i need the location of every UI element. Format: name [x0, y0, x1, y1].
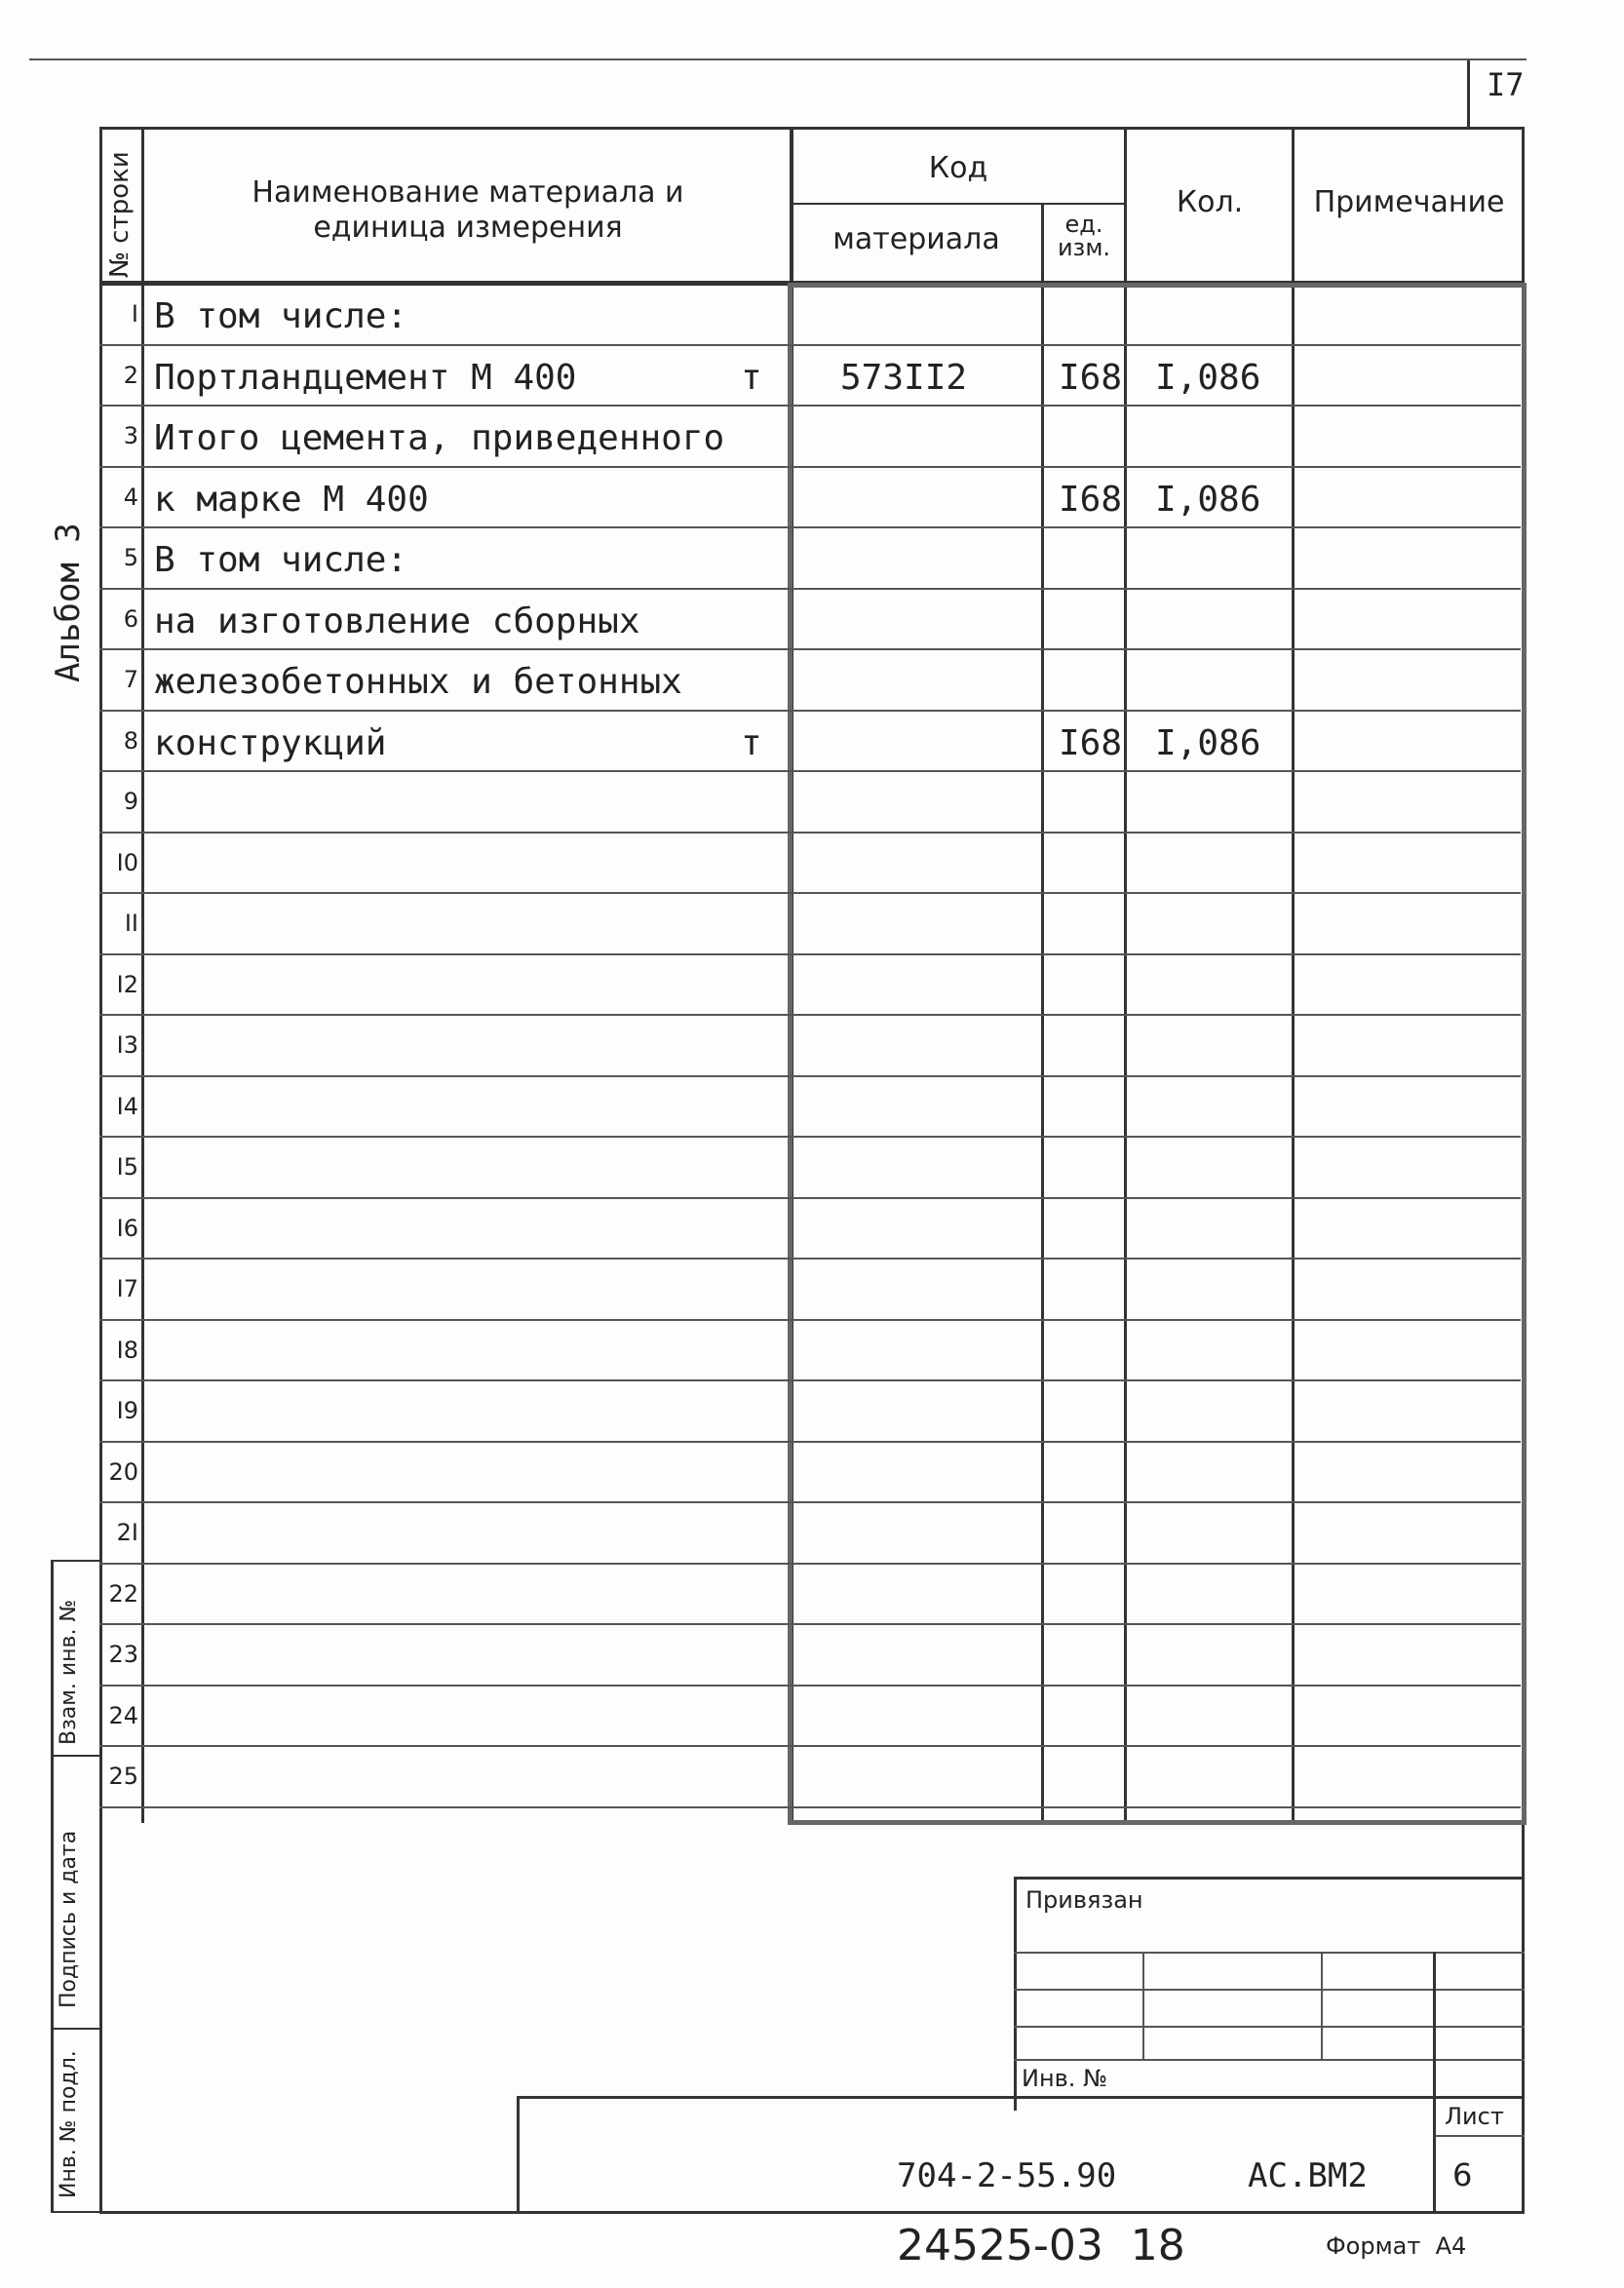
row-number: 6: [123, 605, 138, 633]
row-number: 8: [123, 727, 138, 755]
row-number: I2: [116, 971, 138, 998]
page-number: I7: [1487, 66, 1525, 103]
row-separator: [99, 1379, 1521, 1381]
row-separator: [99, 770, 1521, 772]
tb-privyazan-top: [1014, 1877, 1525, 1880]
row-number: II: [124, 910, 138, 937]
footer-format: Формат А4: [1326, 2232, 1467, 2260]
col-rowno-sep: [141, 127, 144, 1823]
tb-v2: [1321, 1952, 1323, 2059]
row-number: 25: [108, 1763, 138, 1790]
header-code: Код: [928, 151, 988, 185]
tb-v1: [1142, 1952, 1144, 2059]
margin-stamp-outline: [51, 1560, 54, 2213]
row-separator: [99, 1197, 1521, 1199]
header-row-no: № строки: [105, 151, 135, 278]
frame-left: [99, 127, 102, 2213]
page-number-box-left: [1467, 60, 1470, 129]
row-number: 22: [108, 1580, 138, 1608]
row-number: 5: [123, 544, 138, 571]
row-number: I0: [116, 849, 138, 876]
tb-privyazan-left: [1014, 1877, 1017, 2111]
row-name: В том числе:: [154, 296, 408, 336]
margin-stamp-h3: [51, 2028, 99, 2030]
row-quantity: I,086: [1155, 723, 1261, 763]
row-number: I8: [116, 1337, 138, 1364]
tb-inv-no: Инв. №: [1022, 2065, 1108, 2092]
header-note: Примечание: [1313, 185, 1505, 219]
row-number: I9: [116, 1397, 138, 1424]
row-separator: [99, 1014, 1521, 1016]
row-unit-code: I68: [1059, 723, 1123, 763]
row-number: I3: [116, 1031, 138, 1059]
row-separator: [99, 1623, 1521, 1625]
row-separator: [99, 466, 1521, 468]
row-separator: [99, 588, 1521, 590]
frame-top: [99, 127, 1525, 130]
row-name: на изготовление сборных: [154, 601, 640, 641]
margin-label-inv-podl: Инв. № подл.: [57, 2050, 81, 2198]
row-number: 2: [123, 362, 138, 389]
row-name: Портландцемент М 400: [154, 358, 577, 398]
margin-stamp-h1: [51, 1560, 99, 1562]
row-separator: [99, 1441, 1521, 1443]
code-group-sep: [790, 203, 1126, 205]
row-number: I6: [116, 1215, 138, 1242]
header-name: Наименование материала и единица измерения: [251, 175, 684, 245]
row-number: 2I: [116, 1519, 138, 1546]
row-number: I7: [116, 1275, 138, 1302]
row-quantity: I,086: [1155, 480, 1261, 520]
row-separator: [99, 892, 1521, 894]
header-qty: Кол.: [1176, 185, 1244, 219]
row-separator: [99, 1685, 1521, 1687]
row-number: 9: [123, 788, 138, 815]
row-separator: [99, 1075, 1521, 1077]
row-name: В том числе:: [154, 540, 408, 580]
margin-label-podpis: Подпись и дата: [57, 1830, 81, 2008]
tb-main-top: [517, 2096, 1525, 2099]
row-unit-code: I68: [1059, 480, 1123, 520]
row-number: 7: [123, 666, 138, 693]
row-material-code: 573II2: [840, 358, 968, 398]
row-separator: [99, 1806, 1521, 1808]
header-material: материала: [832, 222, 1000, 256]
tb-doc-mark: АС.ВМ2: [1248, 2156, 1368, 2195]
row-separator: [99, 1136, 1521, 1138]
tb-h3: [1014, 2026, 1525, 2028]
row-separator: [99, 1745, 1521, 1747]
tb-h4: [1014, 2059, 1525, 2061]
row-separator: [99, 832, 1521, 834]
row-name: железобетонных и бетонных: [154, 662, 682, 702]
header-unit: ед. изм.: [1057, 211, 1111, 261]
row-number: 20: [108, 1458, 138, 1486]
margin-stamp-h2: [51, 1755, 99, 1757]
tb-h2: [1014, 1989, 1525, 1991]
row-separator: [99, 1563, 1521, 1565]
tb-sheet-no: 6: [1452, 2156, 1473, 2193]
album-label: Альбом 3: [49, 523, 88, 682]
top-rule: [29, 58, 1527, 60]
row-separator: [99, 953, 1521, 955]
row-separator: [99, 1501, 1521, 1503]
tb-h1: [1014, 1952, 1525, 1954]
row-number: 23: [108, 1641, 138, 1668]
margin-stamp-h4: [51, 2211, 99, 2213]
row-unit-word: т: [741, 358, 762, 398]
row-number: 4: [123, 484, 138, 511]
row-name: конструкций: [154, 723, 387, 763]
tb-doc-code: 704-2-55.90: [897, 2156, 1117, 2195]
row-separator: [99, 1258, 1521, 1260]
row-name: Итого цемента, приведенного: [154, 418, 725, 458]
tb-sheet-sep: [1435, 2135, 1525, 2137]
row-number: 24: [108, 1702, 138, 1729]
tb-privyazan: Привязан: [1025, 1886, 1143, 1914]
margin-label-vzam: Взам. инв. №: [57, 1599, 81, 1745]
row-quantity: I,086: [1155, 358, 1261, 398]
tb-sheet-label: Лист: [1445, 2103, 1504, 2130]
row-number: I5: [116, 1153, 138, 1181]
footer-handwritten-number: 24525-03 18: [897, 2221, 1185, 2270]
tb-main-left: [517, 2096, 520, 2213]
row-number: 3: [123, 422, 138, 449]
row-separator: [99, 526, 1521, 528]
row-number: I4: [116, 1093, 138, 1120]
row-separator: [99, 344, 1521, 346]
tb-v3: [1433, 1952, 1436, 2213]
frame-bottom: [99, 2211, 1525, 2214]
row-unit-code: I68: [1059, 358, 1123, 398]
row-separator: [99, 405, 1521, 407]
row-separator: [99, 1319, 1521, 1321]
row-separator: [99, 648, 1521, 650]
row-unit-word: т: [741, 723, 762, 763]
row-name: к марке М 400: [154, 480, 429, 520]
row-number: I: [131, 300, 138, 328]
row-separator: [99, 710, 1521, 712]
